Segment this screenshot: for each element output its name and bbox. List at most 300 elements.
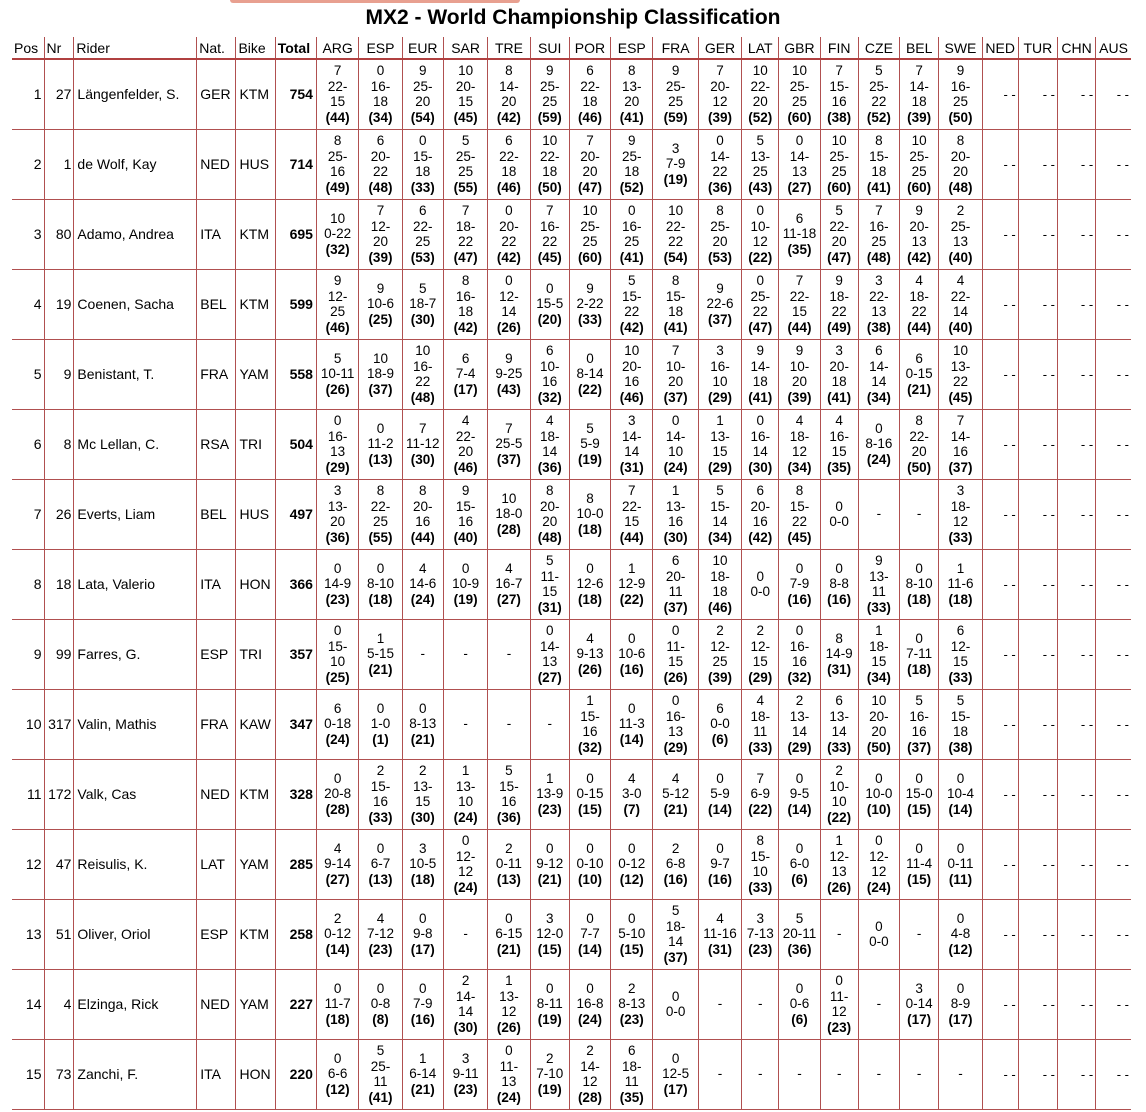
page-title: MX2 - World Championship Classification	[365, 6, 781, 29]
gp-score-line: 12	[871, 864, 887, 879]
col-header-gp: CZE	[858, 37, 899, 59]
gp-result-cell	[530, 969, 569, 1039]
nat-cell: NED	[197, 129, 236, 199]
gp-score-line: 9	[419, 63, 427, 79]
pos-cell: 10	[25, 716, 42, 732]
table-row	[12, 129, 1131, 199]
gp-points: (41)	[827, 389, 852, 405]
gp-score-line: 3	[419, 840, 427, 856]
col-header-gp: SWE	[939, 37, 982, 59]
gp-points: (52)	[619, 179, 644, 195]
gp-score-line: 8-9	[950, 996, 971, 1012]
gp-score-line: 10-11	[320, 366, 355, 382]
gp-score-line: 20-8	[324, 786, 352, 802]
gp-result-cell	[742, 549, 779, 619]
gp-result-cell	[779, 409, 820, 479]
nr-cell: 18	[44, 549, 74, 619]
gp-result-cell	[569, 759, 610, 829]
gp-score-line: -	[916, 506, 922, 522]
gp-result-cell	[530, 549, 569, 619]
gp-score-line: 12-	[370, 218, 391, 234]
gp-result-cell	[820, 479, 858, 549]
gp-score-line: 14-	[539, 638, 560, 654]
gp-points: (48)	[866, 249, 891, 265]
gp-result-cell	[698, 199, 741, 269]
gp-score-line: 16-	[829, 428, 849, 444]
gp-result-cell	[858, 199, 899, 269]
bike-cell: HUS	[236, 129, 275, 199]
gp-points: (17)	[907, 1011, 932, 1027]
gp-points: (17)	[453, 381, 478, 397]
gp-result-cell	[698, 969, 741, 1039]
gp-points: (29)	[707, 389, 732, 405]
col-header-gp: SUI	[530, 37, 569, 59]
gp-score-line: 14	[752, 444, 768, 459]
gp-score-line: 0	[333, 1050, 342, 1066]
gp-score-line: 15-	[621, 288, 642, 304]
gp-result-cell: - -	[1096, 129, 1131, 199]
gp-score-line: 10	[911, 133, 927, 148]
gp-score-line: 9	[671, 63, 680, 79]
gp-score-line: 20	[542, 514, 558, 529]
gp-score-line: 13-	[621, 78, 642, 94]
gp-result-cell	[653, 689, 698, 759]
gp-score-line: 15-	[327, 638, 348, 654]
gp-result-cell	[569, 409, 610, 479]
gp-score-line: 18	[871, 164, 887, 179]
gp-score-line: 11-4	[906, 856, 933, 872]
gp-score-line: 5-15	[366, 646, 394, 662]
gp-points: (37)	[663, 389, 688, 405]
gp-points: (6)	[791, 871, 808, 887]
col-header-gp: BEL	[900, 37, 939, 59]
gp-score-line: 4	[915, 273, 923, 288]
gp-score-line: 11-	[540, 568, 559, 584]
gp-score-line: 22	[871, 94, 887, 110]
gp-result-cell	[569, 479, 610, 549]
gp-score-line: 25	[330, 304, 346, 319]
gp-result-cell: - -	[1096, 619, 1131, 689]
gp-result-cell: - -	[1018, 829, 1057, 899]
gp-result-cell	[569, 969, 610, 1039]
gp-score-line: 16-	[327, 428, 348, 444]
gp-points: (40)	[948, 319, 973, 335]
gp-score-line: 14-	[789, 148, 810, 164]
gp-points: (6)	[711, 731, 729, 747]
gp-score-line: 0	[333, 413, 342, 428]
table-row	[12, 969, 1131, 1039]
gp-result-cell	[316, 59, 358, 129]
bike-cell: TRI	[236, 409, 275, 479]
col-header-rider: Rider	[74, 37, 197, 59]
gp-points: (21)	[410, 1081, 435, 1097]
gp-result-cell	[488, 339, 530, 409]
gp-score-line: 16-	[710, 358, 730, 374]
gp-result-cell	[858, 899, 899, 969]
gp-score-line: 25	[582, 234, 598, 249]
gp-score-line: 3	[333, 483, 342, 498]
gp-points: (53)	[410, 249, 435, 265]
gp-result-cell	[742, 619, 779, 689]
gp-result-cell: - -	[1057, 269, 1095, 339]
gp-score-line: 20	[372, 234, 388, 249]
gp-result-cell	[569, 129, 610, 199]
gp-result-cell	[530, 199, 569, 269]
nr-cell: 1	[44, 129, 74, 199]
gp-result-cell: - -	[1057, 409, 1095, 479]
gp-result-cell: - -	[1096, 199, 1131, 269]
gp-score-line: 15-	[829, 78, 849, 94]
gp-result-cell	[443, 59, 487, 129]
gp-score-line: 25-	[621, 148, 642, 164]
gp-score-line: 5	[756, 133, 764, 148]
total-cell: 328	[275, 759, 316, 829]
gp-result-cell	[530, 759, 569, 829]
gp-score-line: -	[463, 926, 468, 942]
gp-score-line: 22	[458, 234, 474, 249]
gp-score-line: 8	[835, 630, 843, 646]
gp-result-cell	[820, 829, 858, 899]
gp-score-line: 14-	[750, 358, 770, 374]
gp-result-cell	[653, 899, 698, 969]
gp-score-line: 5	[627, 273, 636, 288]
gp-result-cell	[742, 339, 779, 409]
gp-score-line: 12-	[950, 638, 971, 654]
gp-score-line: 18-	[829, 288, 849, 304]
gp-score-line: 25-5	[495, 436, 523, 452]
gp-score-line: 3	[875, 273, 883, 288]
gp-score-line: 6	[419, 203, 427, 218]
col-header-pos: Pos	[14, 39, 39, 56]
gp-points: (17)	[410, 941, 435, 957]
gp-points: (13)	[368, 451, 393, 467]
gp-score-line: 0	[419, 133, 427, 148]
gp-points: (23)	[325, 591, 350, 607]
gp-score-line: 4	[835, 413, 843, 428]
gp-score-line: 13-	[829, 708, 849, 724]
gp-score-line: 15-5	[536, 296, 564, 312]
gp-points: (37)	[663, 949, 688, 965]
gp-points: (60)	[577, 249, 602, 265]
gp-score-line: 3	[545, 910, 554, 926]
gp-score-line: 18	[831, 374, 847, 389]
gp-score-line: 14	[624, 444, 640, 459]
gp-score-line: 0	[586, 560, 594, 576]
gp-score-line: 4-8	[950, 926, 971, 942]
gp-score-line: 22	[911, 304, 927, 319]
gp-score-line: 0-14	[905, 996, 933, 1012]
pos-cell: 1	[33, 86, 42, 103]
gp-score-line: 5	[835, 203, 843, 218]
gp-score-line: 8	[586, 490, 594, 506]
gp-score-line: 3	[835, 343, 843, 358]
gp-points: (33)	[748, 879, 773, 895]
gp-score-line: 11	[668, 584, 683, 599]
gp-points: (36)	[707, 179, 732, 195]
gp-score-line: 13-9	[536, 786, 564, 802]
gp-score-line: 7	[915, 63, 923, 79]
gp-score-line: 5-10	[618, 926, 646, 942]
gp-score-line: 0	[671, 1050, 680, 1066]
gp-result-cell	[359, 969, 402, 1039]
gp-points: (46)	[453, 459, 478, 475]
gp-score-line: 25	[952, 94, 968, 110]
gp-score-line: 3	[915, 980, 923, 996]
gp-score-line: 18	[415, 164, 431, 179]
gp-points: (46)	[325, 319, 350, 335]
gp-score-line: 2	[835, 763, 843, 778]
pos-cell: 9	[33, 646, 42, 662]
gp-score-line: 14-6	[409, 576, 437, 592]
gp-score-line: 6	[333, 700, 342, 716]
gp-score-line: 16	[752, 514, 768, 529]
gp-score-line: 12-5	[662, 1066, 690, 1082]
gp-points: (39)	[707, 669, 732, 685]
gp-points: (27)	[496, 591, 521, 607]
gp-score-line: 16-	[539, 218, 560, 234]
gp-points: (22)	[748, 249, 773, 265]
gp-score-line: -	[547, 716, 552, 732]
gp-score-line: 2	[756, 623, 764, 638]
gp-score-line: 6	[756, 483, 764, 498]
gp-score-line: 2	[795, 693, 804, 708]
gp-result-cell	[443, 269, 487, 339]
gp-points: (55)	[453, 179, 478, 195]
gp-points: (18)	[948, 591, 973, 607]
gp-result-cell	[779, 899, 820, 969]
gp-score-line: 6-6	[327, 1066, 348, 1082]
gp-score-line: 22	[415, 374, 431, 389]
gp-points: (24)	[325, 731, 350, 747]
gp-score-line: 0	[716, 133, 724, 148]
gp-points: (24)	[663, 459, 688, 475]
gp-score-line: 0-12	[618, 856, 646, 872]
gp-score-line: 7-7	[580, 926, 600, 942]
gp-score-line: 1	[545, 770, 554, 786]
gp-score-line: 20-	[499, 218, 519, 234]
gp-points: (16)	[787, 591, 812, 607]
gp-points: (19)	[537, 1011, 562, 1027]
gp-score-line: 13-	[455, 778, 476, 794]
gp-result-cell	[900, 759, 939, 829]
gp-score-line: 18	[542, 164, 558, 179]
gp-points: (49)	[827, 319, 852, 335]
bike-cell: HUS	[236, 479, 275, 549]
gp-points: (14)	[787, 801, 812, 817]
table-row	[12, 199, 1131, 269]
gp-result-cell	[820, 1039, 858, 1109]
gp-points: (22)	[748, 801, 773, 817]
gp-score-line: 0	[627, 840, 636, 856]
gp-score-line: 16-	[455, 288, 476, 304]
gp-points: (27)	[787, 179, 812, 195]
gp-points: (29)	[663, 739, 688, 755]
gp-score-line: 4	[627, 770, 636, 786]
gp-result-cell	[402, 269, 443, 339]
gp-points: (23)	[748, 941, 773, 957]
gp-points: (53)	[707, 249, 732, 265]
gp-score-line: 1	[419, 1050, 427, 1066]
col-header-gp: TUR	[1018, 37, 1057, 59]
gp-result-cell	[698, 829, 741, 899]
gp-score-line: 0	[586, 770, 594, 786]
gp-result-cell: - -	[1096, 969, 1131, 1039]
gp-score-line: 18-	[750, 708, 770, 724]
gp-score-line: -	[506, 716, 512, 732]
col-header-gp: AUS	[1096, 37, 1131, 59]
gp-score-line: 6	[461, 350, 470, 366]
nat-cell: ITA	[197, 549, 236, 619]
gp-score-line: 12-	[869, 848, 889, 864]
gp-points: (1)	[372, 731, 389, 747]
gp-score-line: 13	[542, 654, 558, 669]
gp-result-cell	[488, 969, 530, 1039]
gp-result-cell: - -	[982, 409, 1018, 479]
gp-score-line: 0	[376, 560, 385, 576]
gp-score-line: 13	[330, 444, 346, 459]
gp-points: (16)	[707, 871, 732, 887]
gp-score-line: 0	[333, 770, 342, 786]
col-header-gp: ARG	[316, 37, 358, 59]
gp-score-line: 7	[795, 273, 804, 288]
gp-score-line: 9	[586, 280, 594, 296]
gp-score-line: 10-	[750, 218, 770, 234]
gp-points: (33)	[948, 669, 973, 685]
gp-score-line: 18-	[539, 428, 560, 444]
gp-result-cell	[402, 759, 443, 829]
gp-result-cell	[900, 269, 939, 339]
gp-result-cell	[900, 59, 939, 129]
gp-score-line: 13	[791, 164, 807, 179]
gp-score-line: 0	[795, 623, 804, 638]
gp-result-cell	[698, 549, 741, 619]
gp-score-line: 10	[330, 210, 346, 226]
rider-cell: Farres, G.	[74, 619, 197, 689]
gp-result-cell	[488, 899, 530, 969]
gp-score-line: 0	[505, 203, 513, 218]
gp-score-line: 9	[835, 273, 843, 288]
gp-score-line: 8-11	[536, 996, 563, 1012]
gp-result-cell	[402, 409, 443, 479]
gp-score-line: 12	[582, 1074, 598, 1089]
gp-points: (41)	[368, 1089, 393, 1105]
gp-points: (19)	[663, 171, 688, 187]
gp-result-cell	[900, 199, 939, 269]
gp-score-line: -	[717, 996, 723, 1012]
gp-result-cell	[488, 829, 530, 899]
pos-cell: 6	[33, 436, 42, 452]
gp-score-line: 0	[671, 693, 680, 708]
gp-points: (42)	[496, 249, 521, 265]
gp-score-line: 0	[461, 833, 470, 848]
gp-score-line: 0	[419, 910, 427, 926]
nat-cell: LAT	[197, 829, 236, 899]
gp-result-cell	[742, 969, 779, 1039]
gp-score-line: 3	[627, 413, 636, 428]
gp-result-cell	[443, 1039, 487, 1109]
gp-points: (30)	[453, 1019, 478, 1035]
gp-points: (47)	[748, 319, 773, 335]
total-cell: 504	[275, 409, 316, 479]
gp-score-line: 1	[956, 560, 965, 576]
gp-score-line: 7	[756, 770, 764, 786]
gp-score-line: 2	[376, 763, 385, 778]
gp-points: (24)	[453, 879, 478, 895]
gp-score-line: 1	[586, 693, 594, 708]
nat-cell: BEL	[197, 269, 236, 339]
gp-result-cell: - -	[982, 129, 1018, 199]
gp-points: (22)	[577, 381, 602, 397]
gp-score-line: 22-	[580, 78, 600, 94]
gp-score-line: 8-16	[865, 436, 893, 452]
gp-score-line: 2	[419, 763, 427, 778]
gp-score-line: 0	[716, 770, 724, 786]
gp-score-line: 0	[586, 980, 594, 996]
gp-score-line: 10-	[539, 358, 560, 374]
col-header-gp: GER	[698, 37, 741, 59]
gp-result-cell: - -	[1018, 199, 1057, 269]
gp-score-line: -	[958, 1066, 963, 1082]
gp-score-line: 20	[415, 94, 431, 110]
gp-score-line: 0-12	[324, 926, 352, 942]
rider-cell: Everts, Liam	[74, 479, 197, 549]
gp-points: (30)	[748, 459, 773, 475]
gp-result-cell: - -	[1057, 619, 1095, 689]
gp-score-line: 8	[915, 413, 923, 428]
total-cell: 220	[275, 1039, 316, 1109]
gp-score-line: -	[463, 646, 468, 662]
gp-result-cell: - -	[1018, 59, 1057, 129]
gp-points: (26)	[496, 1019, 521, 1035]
pos-cell: 8	[33, 576, 42, 592]
gp-score-line: 15	[752, 654, 768, 669]
gp-score-line: 5	[716, 483, 724, 498]
col-header-gp: FRA	[653, 37, 698, 59]
gp-result-cell: - -	[1018, 759, 1057, 829]
gp-result-cell	[653, 969, 698, 1039]
gp-result-cell: - -	[1057, 549, 1095, 619]
gp-points: (44)	[410, 529, 435, 545]
gp-score-line: 4	[545, 413, 554, 428]
gp-points: (42)	[748, 529, 773, 545]
gp-result-cell	[779, 199, 820, 269]
gp-result-cell	[939, 199, 982, 269]
gp-score-line: 0	[756, 413, 764, 428]
gp-points: (48)	[537, 529, 562, 545]
gp-score-line: 8-10	[366, 576, 394, 592]
gp-result-cell	[569, 1039, 610, 1109]
rider-cell: Coenen, Sacha	[74, 269, 197, 339]
gp-result-cell: - -	[1018, 479, 1057, 549]
gp-score-line: 14	[952, 304, 968, 319]
gp-points: (24)	[496, 1089, 521, 1105]
gp-score-line: 0-0	[710, 716, 730, 732]
gp-score-line: 0	[376, 980, 385, 996]
gp-points: (26)	[496, 319, 521, 335]
gp-score-line: 20	[458, 444, 474, 459]
gp-points: (40)	[948, 249, 973, 265]
gp-result-cell	[742, 759, 779, 829]
gp-score-line: 4	[756, 693, 764, 708]
rider-cell: Lata, Valerio	[74, 549, 197, 619]
gp-result-cell	[530, 479, 569, 549]
gp-score-line: 13-	[789, 708, 810, 724]
gp-score-line: 15-0	[905, 786, 933, 802]
gp-result-cell	[858, 129, 899, 199]
gp-score-line: 20-	[621, 358, 642, 374]
rider-cell: Valk, Cas	[74, 759, 197, 829]
gp-result-cell	[820, 409, 858, 479]
